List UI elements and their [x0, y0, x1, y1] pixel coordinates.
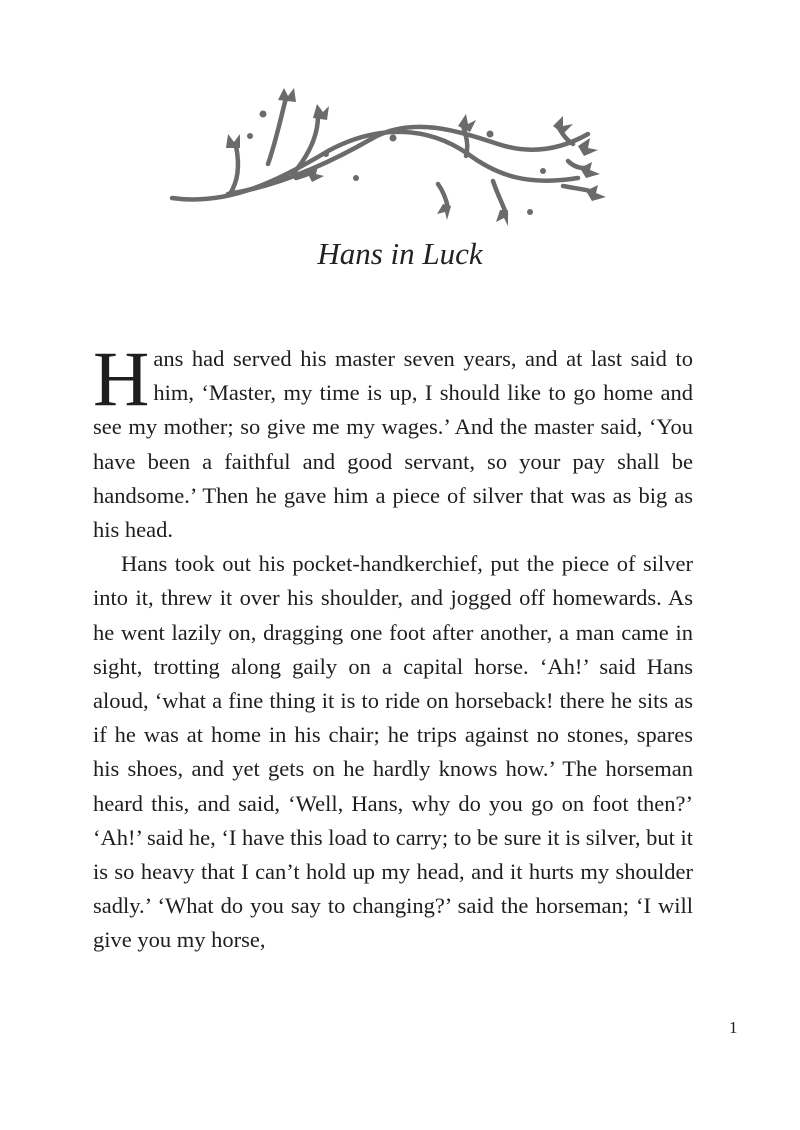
story-body — [93, 335, 693, 958]
paragraph-1-text: ans had served his master seven years, and at last said to him, ‘Master, my time is up, I should like to go home and see my mother; so give me my wages.’ And the master said, ‘You have been a faithful and good servant, so your pay shall be handsome.’ Then he gave him a piece of silver that was as big as his head. — [93, 346, 693, 543]
drop-cap: H — [93, 335, 150, 422]
story-title: Hans in Luck — [317, 236, 483, 271]
paragraph-1 — [93, 335, 693, 547]
paragraph-2: Hans took out his pocket-handkerchief, put the piece of silver into it, threw it over his shoulder, and jogged off homewards. As he went lazily on, dragging one foot after another, a man came in sight, trotting along gaily on a capital horse. ‘Ah!’ said Hans aloud, ‘what a fine thing it is to ride on horseback! there he sits as if he was at home in his chair; he trips against no stones, spares his shoes, and yet gets on he hardly knows how.’ The horseman heard this, and said, ‘Well, Hans, why do you go on foot then?’ ‘Ah!’ said he, ‘I have this load to carry; to be sure it is silver, but it is so heavy that I can’t hold up my head, and it hurts my shoulder sadly.’ ‘What do you say to changing?’ said the horseman; ‘I will give you my horse, — [93, 551, 693, 953]
floral-vine-ornament-icon — [168, 86, 608, 226]
page-number: 1 — [729, 1018, 738, 1037]
